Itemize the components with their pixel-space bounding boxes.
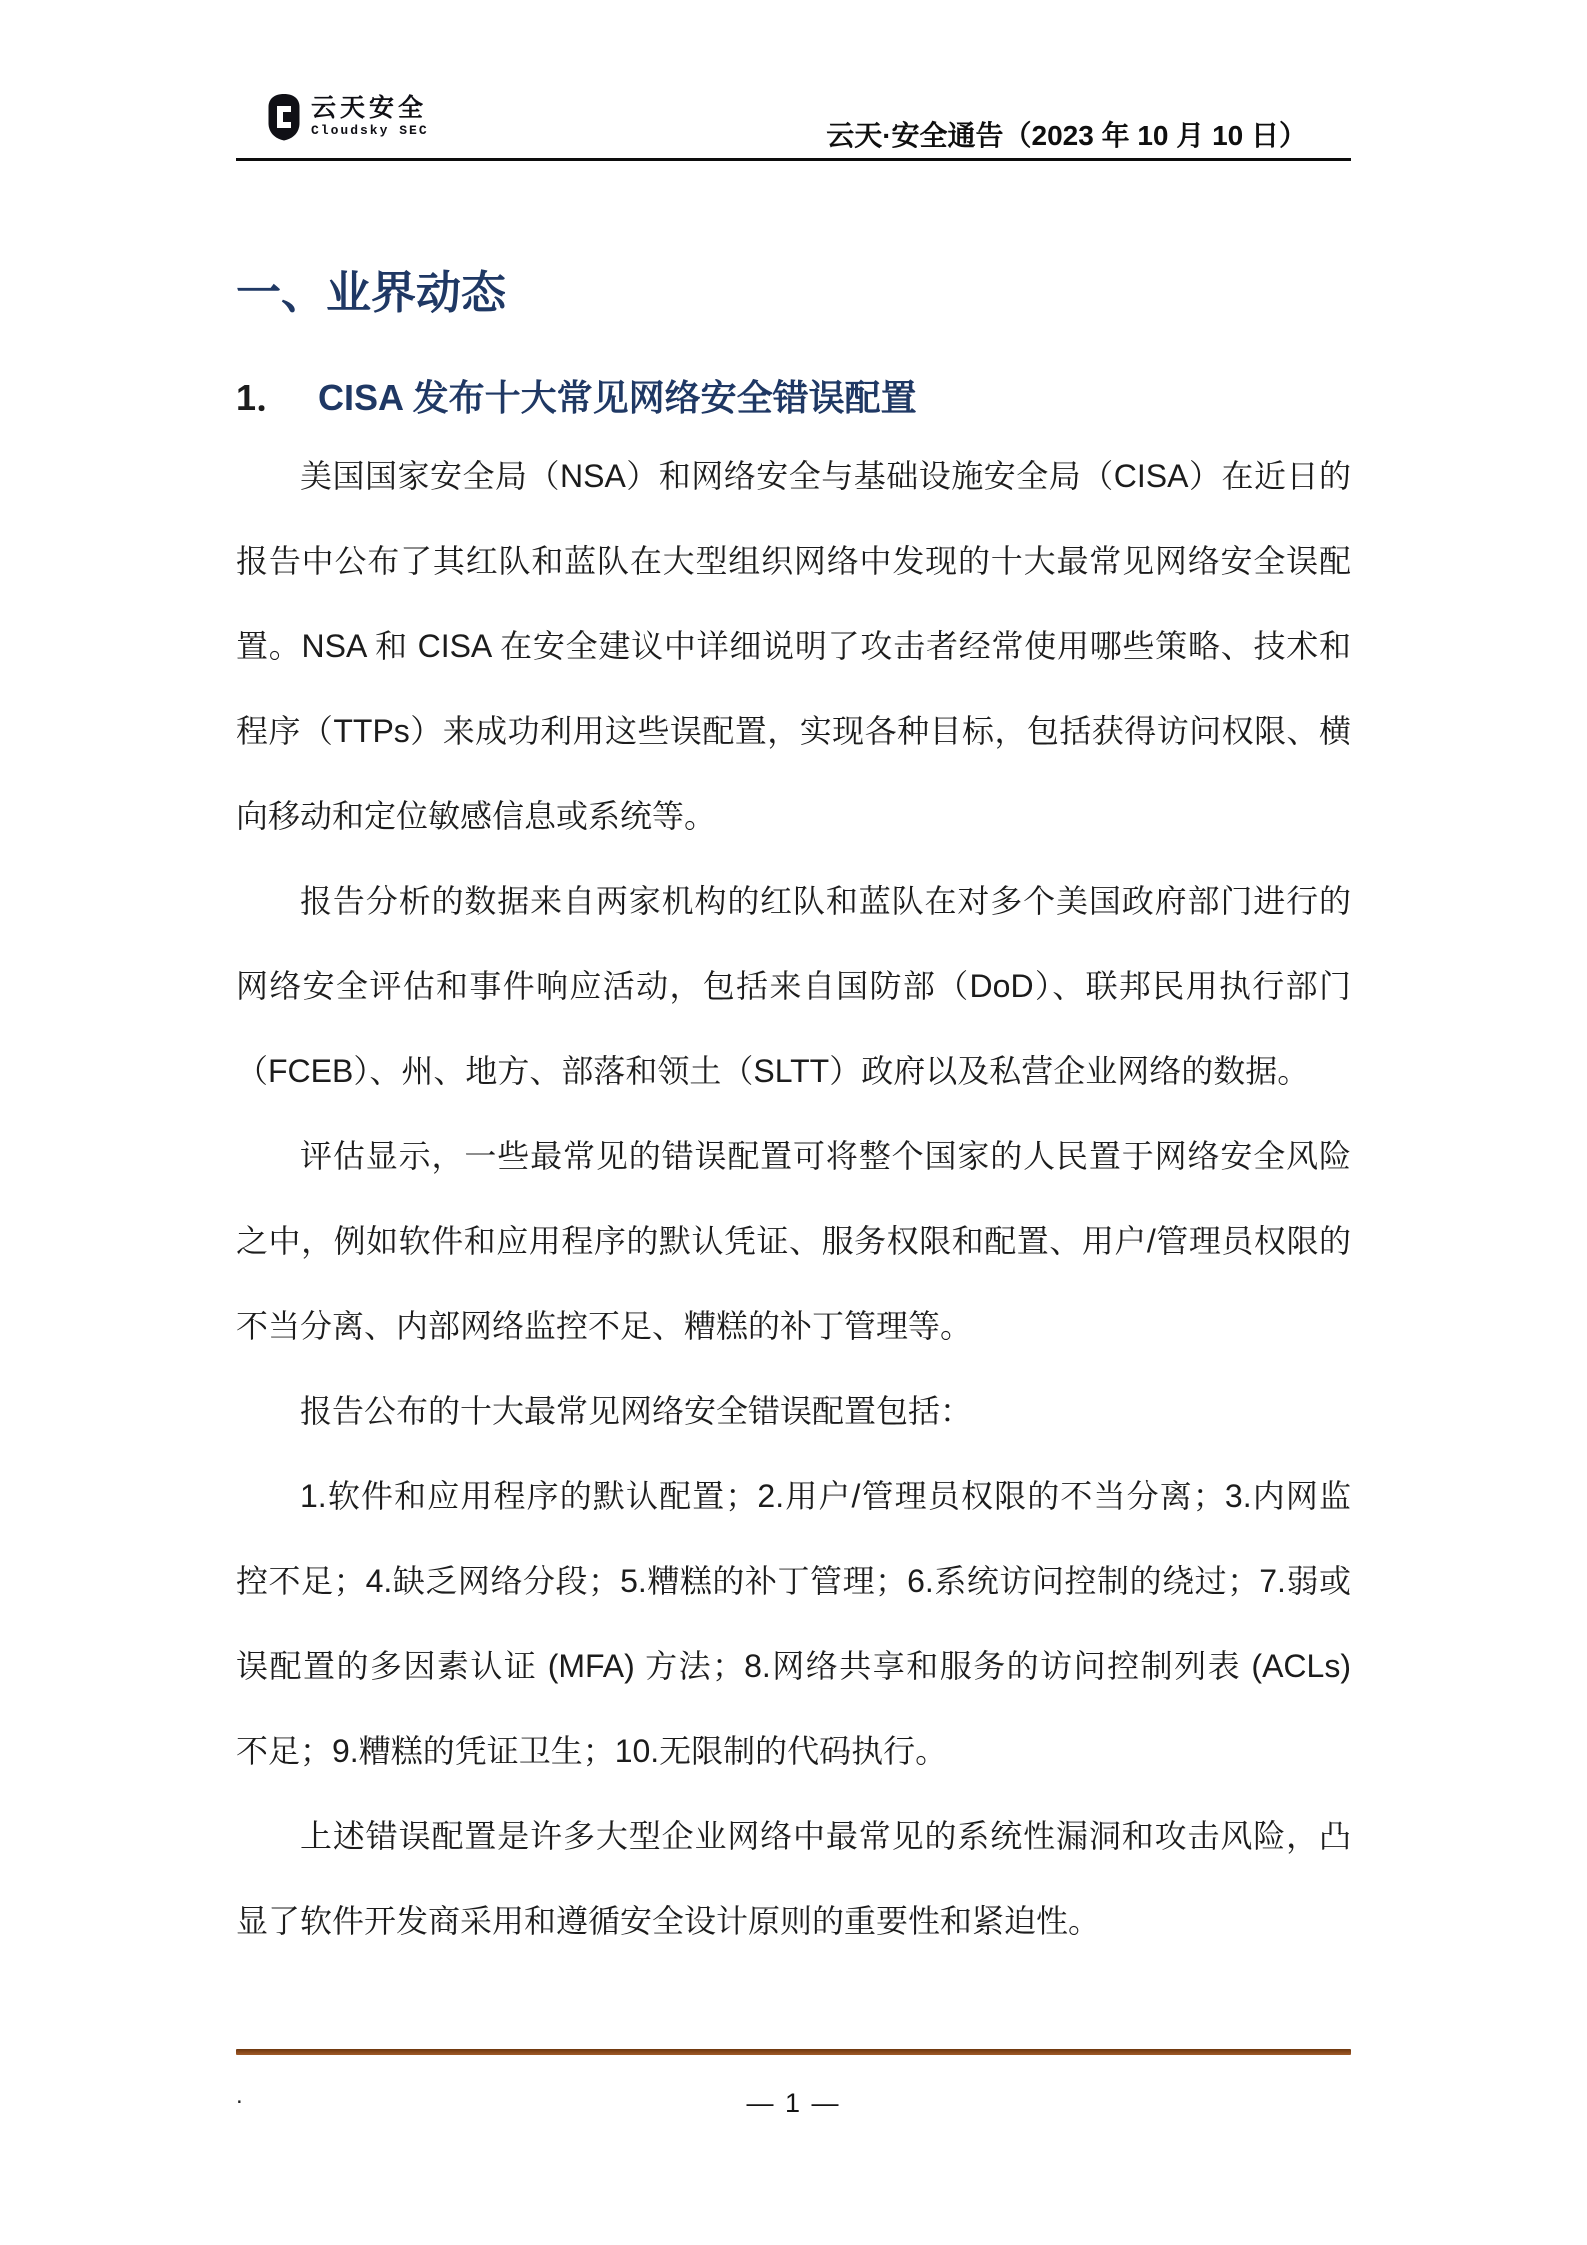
header-title: 云天·安全通告（2023 年 10 月 10 日） <box>826 120 1307 151</box>
article-heading <box>236 376 917 419</box>
body-text-line: 网络安全评估和事件响应活动，包括来自国防部（DoD）、联邦民用执行部门 <box>236 968 1351 1004</box>
article-body <box>236 434 1351 1964</box>
body-text-line: 程序（TTPs）来成功利用这些误配置，实现各种目标，包括获得访问权限、横 <box>236 713 1351 749</box>
body-text-line: 报告公布的十大最常见网络安全错误配置包括： <box>300 1393 973 1429</box>
logo-name: 云天安全 <box>311 94 428 122</box>
body-text-line: 1.软件和应用程序的默认配置；2.用户/管理员权限的不当分离；3.内网监 <box>300 1478 1351 1514</box>
logo-text <box>311 93 429 138</box>
body-text-line: 评估显示，一些最常见的错误配置可将整个国家的人民置于网络安全风险 <box>300 1138 1351 1174</box>
stray-period-mark: . <box>236 2082 243 2109</box>
body-text-line: 报告分析的数据来自两家机构的红队和蓝队在对多个美国政府部门进行的 <box>300 883 1351 919</box>
body-text-line: 显了软件开发商采用和遵循安全设计原则的重要性和紧迫性。 <box>236 1903 1101 1939</box>
body-text-line: （FCEB）、州、地方、部落和领土（SLTT）政府以及私营企业网络的数据。 <box>236 1053 1310 1089</box>
body-text-line: 不足；9.糟糕的凭证卫生；10.无限制的代码执行。 <box>236 1733 948 1769</box>
body-text-line: 不当分离、内部网络监控不足、糟糕的补丁管理等。 <box>236 1308 973 1344</box>
cloudsky-shield-c-icon <box>266 93 302 141</box>
body-text-line: 美国国家安全局（NSA）和网络安全与基础设施安全局（CISA）在近日的 <box>300 458 1351 494</box>
body-text-line: 置。NSA 和 CISA 在安全建议中详细说明了攻击者经常使用哪些策略、技术和 <box>236 628 1351 664</box>
body-text-line: 之中，例如软件和应用程序的默认凭证、服务权限和配置、用户/管理员权限的 <box>236 1223 1351 1259</box>
article-number: 1． <box>236 377 293 418</box>
body-text-line: 向移动和定位敏感信息或系统等。 <box>236 798 717 834</box>
logo-subtitle: Cloudsky SEC <box>311 122 429 138</box>
body-text-line: 上述错误配置是许多大型企业网络中最常见的系统性漏洞和攻击风险，凸 <box>300 1818 1351 1854</box>
page-number: — 1 — <box>746 2088 841 2118</box>
article-title: CISA 发布十大常见网络安全错误配置 <box>318 377 917 418</box>
logo <box>266 93 429 141</box>
body-text-line: 报告中公布了其红队和蓝队在大型组织网络中发现的十大最常见网络安全误配 <box>236 543 1351 579</box>
body-text-line: 控不足；4.缺乏网络分段；5.糟糕的补丁管理；6.系统访问控制的绕过；7.弱或 <box>236 1563 1351 1599</box>
section-heading: 一、业界动态 <box>236 267 507 318</box>
footer-rule <box>236 2049 1351 2055</box>
page-header <box>236 0 1351 161</box>
body-text-line: 误配置的多因素认证 (MFA) 方法；8.网络共享和服务的访问控制列表 (ACLs) <box>236 1648 1351 1684</box>
